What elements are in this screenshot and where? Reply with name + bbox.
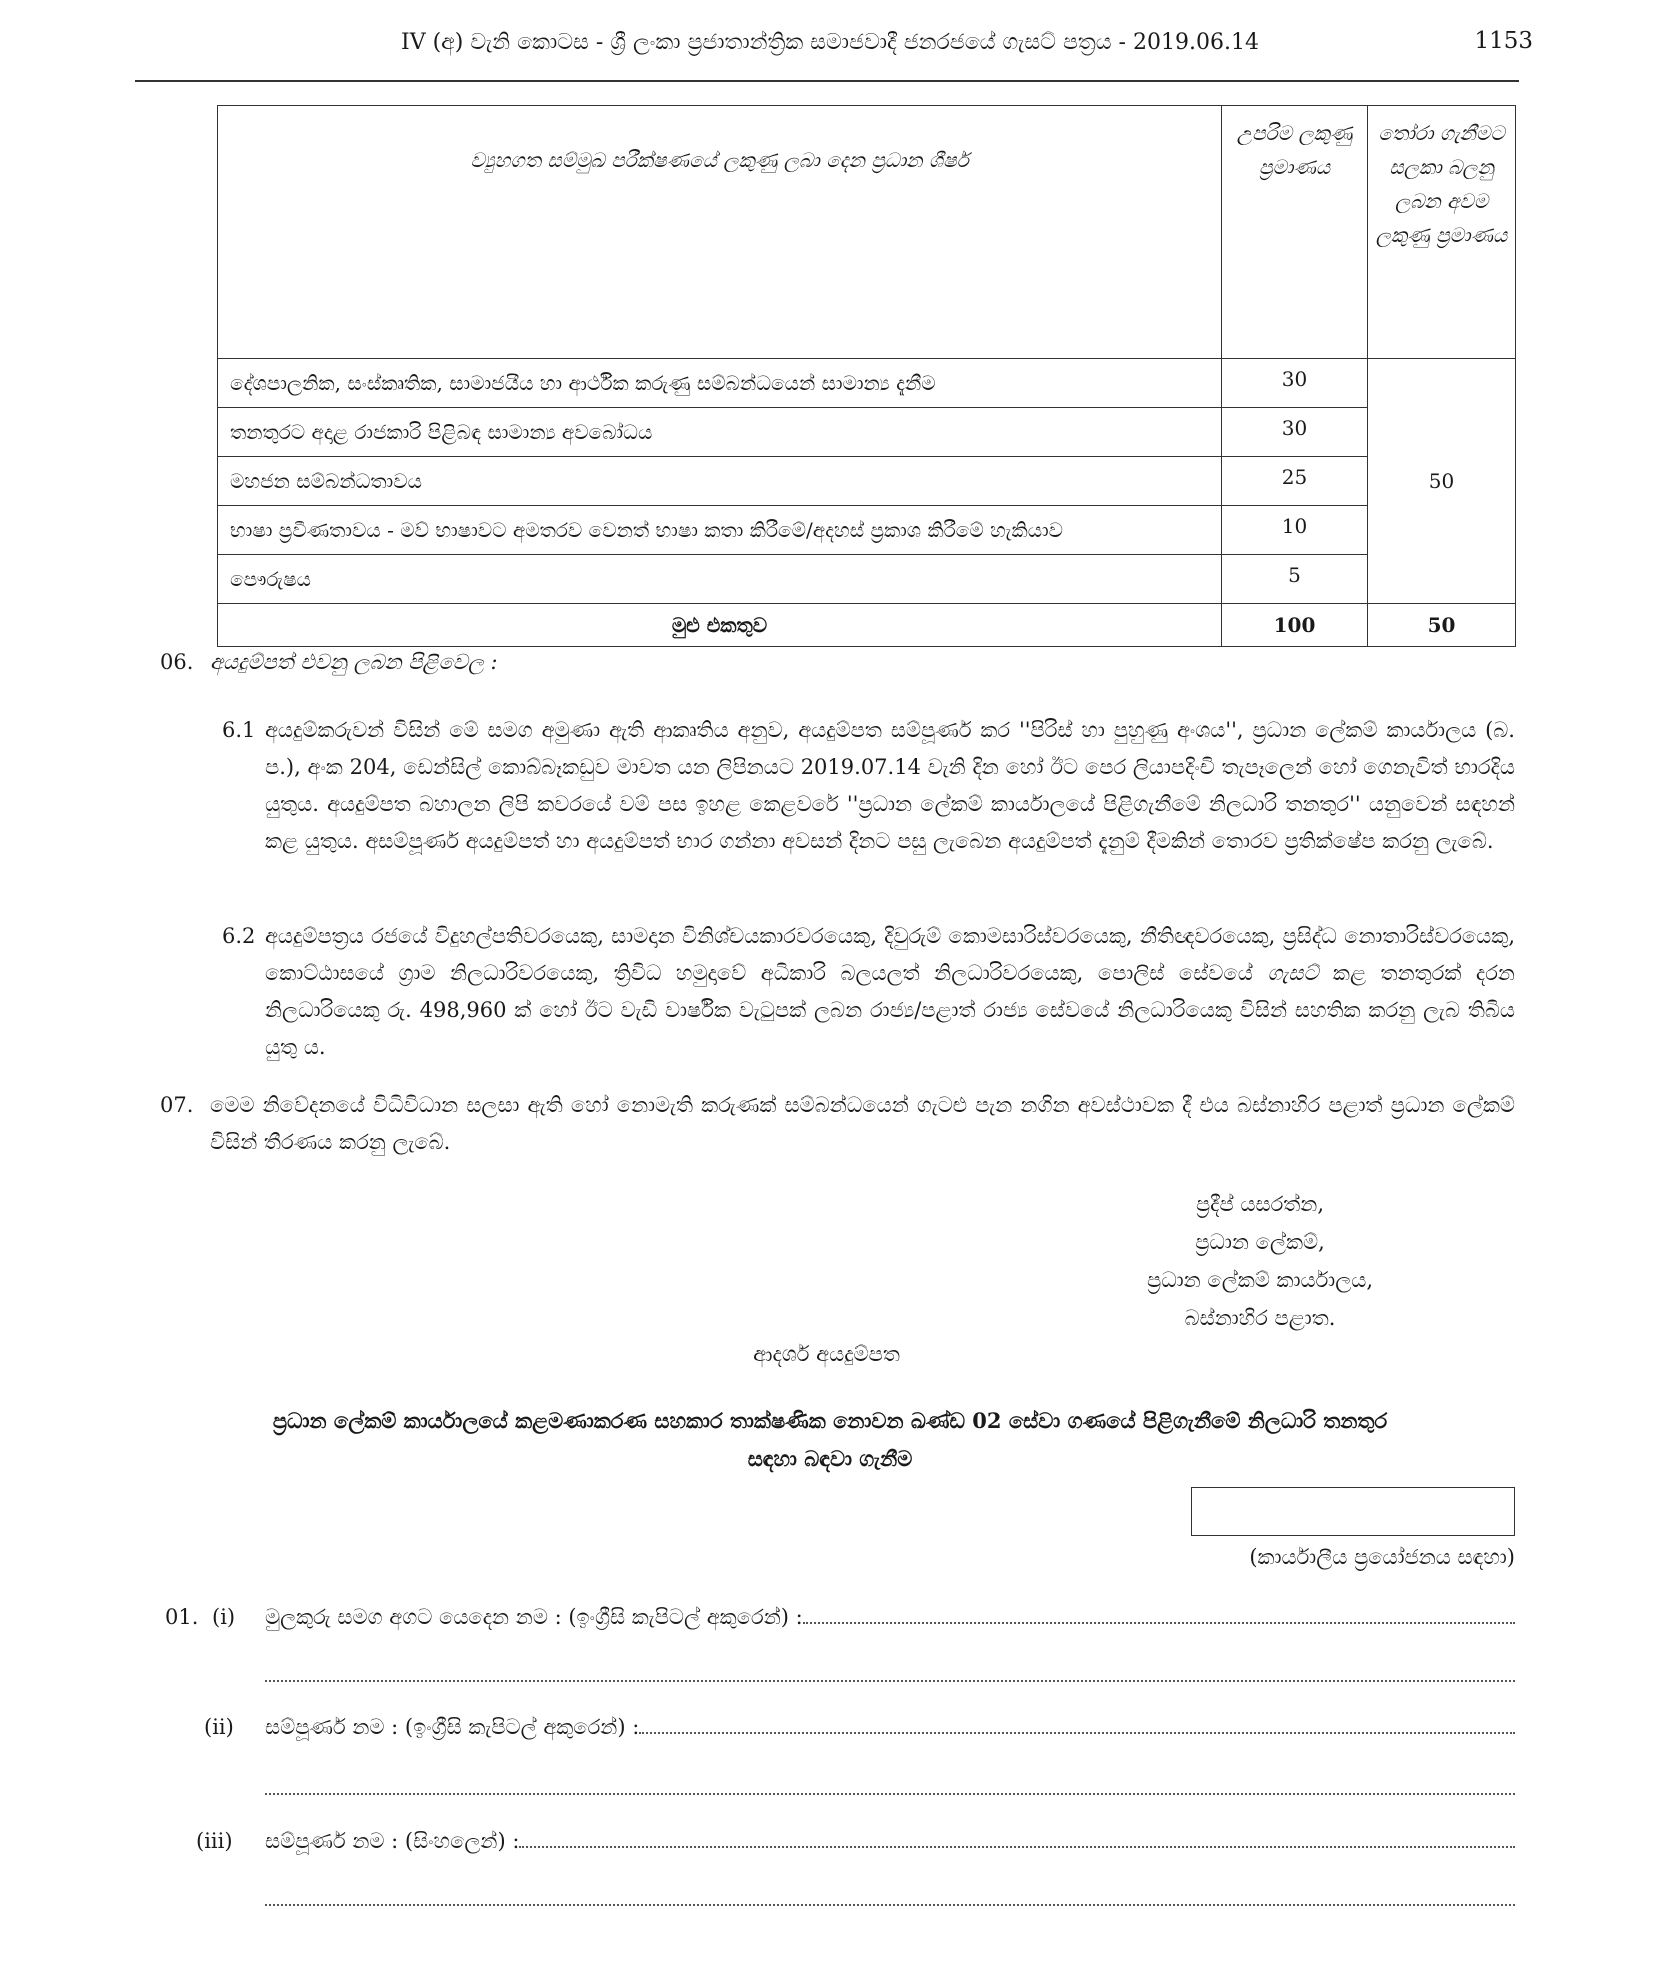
- gazette-header-title: IV (අ) වැනි කොටස - ශ්‍රී ලංකා ප්‍රජාතාන්ත්‍රික සමාජවාදී ජනරජයේ ගැසට් පත්‍රය - 2019.06.14: [401, 30, 1259, 55]
- para-6-2-text-a: අයදුම්පත්‍රය රජයේ විදුහල්පතිවරයෙකු, සාමදාන විනිශ්චයකාරවරයෙකු, දිවුරුම් කොමසාරිස්වරයෙකු, නීතිඥවරයෙකු, ප්‍රසිද්ධ නොතාරිස්වරයෙකු, කොට්ඨාසයේ ග්‍රාම නිලධාරිවරයෙකු, ත්‍රිවිධ හමුදාවේ අධිකාරි බලයලත් නිලධාරිවරයෙකු, පොලිස් සේවයේ: [265, 924, 1515, 985]
- section-07-number: 07.: [160, 1093, 194, 1117]
- form-heading: ආදර්ශ අයදුම්පත: [753, 1342, 900, 1366]
- field-ii-input-line[interactable]: [639, 1732, 1515, 1734]
- row-max: 5: [1222, 555, 1368, 604]
- table-row: [218, 408, 1516, 457]
- field-i: [265, 1605, 1515, 1630]
- para-6-2-text: [265, 918, 1515, 1066]
- field-iii-input-line-2[interactable]: [265, 1904, 1515, 1906]
- interview-marks-table: [217, 105, 1516, 647]
- row-subject: මහජන සම්බන්ධතාවය: [218, 457, 1222, 506]
- signatory-title: ප්‍රධාන ලේකම්,: [1195, 1230, 1325, 1254]
- signature-block: [1100, 1185, 1420, 1337]
- form-title-line1: ප්‍රධාන ලේකම් කාර්යාලයේ කළමණාකරණ සහකාර තාක්ෂණික නොවන ඛණ්ඩ 02 සේවා ගණයේ පිළිගැනීමේ නිලධාරි තනතුර: [272, 1408, 1388, 1433]
- field-iii: [265, 1829, 1515, 1854]
- signatory-office: ප්‍රධාන ලේකම් කාර්යාලය,: [1146, 1268, 1373, 1292]
- question-01-number: 01.: [165, 1605, 199, 1629]
- para-6-2-text-italic: ගැසට්: [1267, 961, 1319, 985]
- para-6-2-number: 6.2: [222, 924, 256, 948]
- office-use-label: (කාර්යාලීය ප්‍රයෝජනය සඳහා): [1249, 1545, 1515, 1569]
- total-max: 100: [1222, 604, 1368, 647]
- para-6-1-number: 6.1: [222, 718, 256, 742]
- field-i-input-line[interactable]: [803, 1622, 1515, 1624]
- para-6-1-text: අයදුම්කරුවන් විසින් මේ සමග අමුණා ඇති ආකෘතිය අනුව, අයදුම්පත සම්පූර්ණ කර ''පිරිස් හා පුහුණු අංශය'', ප්‍රධාන ලේකම් කාර්යාලය (බ. ප.), අංක 204, ඩෙන්සිල් කොබ්බෑකඩුව මාවත යන ලිපිනයට 2019.07.14 වැනි දින හෝ ඊට පෙර ලියාපදිංචි තැපෑලෙන් හෝ ගෙනැවිත් භාරදිය යුතුය. අයදුම්පත බහාලන ලිපි කවරයේ වම් පස ඉහළ කෙළවරේ ''ප්‍රධාන ලේකම් කාර්යාලයේ පිළිගැනීමේ නිලධාරි තනතුර'' යනුවෙන් සඳහන් කළ යුතුය. අසම්පූර්ණ අයදුම්පත් හා අයදුම්පත් භාර ගන්නා අවසන් දිනට පසු ලැබෙන අයදුම්පත් දැනුම් දීමකින් තොරව ප්‍රතික්ෂේප කරනු ලැබේ.: [265, 718, 1515, 853]
- header-min-marks: තෝරා ගැනීමට සලකා බලනු ලබන අවම ලකුණු ප්‍රමාණය: [1368, 106, 1516, 359]
- field-i-label: මුලකුරු සමග අගට යෙදෙන නම : (ඉංග්‍රීසි කැපිටල් අකුරෙන්) :: [265, 1605, 803, 1629]
- signatory-name: ප්‍රදීප් යසරත්න,: [1195, 1192, 1325, 1216]
- merged-min-marks: 50: [1368, 359, 1516, 604]
- total-label: මුළු එකතුව: [218, 604, 1222, 647]
- header-max-marks: උපරිම ලකුණු ප්‍රමාණය: [1222, 106, 1368, 359]
- table-row: [218, 555, 1516, 604]
- section-06-number: 06.: [160, 650, 194, 674]
- form-title-line2: සඳහා බඳවා ගැනීම: [747, 1446, 913, 1471]
- total-min: 50: [1368, 604, 1516, 647]
- field-iii-label: සම්පූර්ණ නම : (සිංහලෙන්) :: [265, 1829, 520, 1853]
- row-subject: භාෂා ප්‍රවීණතාවය - මව් භාෂාවට අමතරව වෙනත් භාෂා කතා කිරීමේ/අදහස් ප්‍රකාශ කිරීමේ හැකියාව: [218, 506, 1222, 555]
- table-row: [218, 457, 1516, 506]
- table-total-row: [218, 604, 1516, 647]
- header-subject: ව්‍යුහගත සම්මුඛ පරීක්ෂණයේ ලකුණු ලබා දෙන ප්‍රධාන ශීර්ෂ: [218, 106, 1222, 359]
- field-ii-input-line-2[interactable]: [265, 1793, 1515, 1795]
- section-06-title: අයදුම්පත් එවනු ලබන පිළිවෙල :: [210, 650, 498, 674]
- row-max: 30: [1222, 359, 1368, 408]
- section-07-text: මෙම නිවේදනයේ විධිවිධාන සලසා ඇති හෝ නොමැති කරුණක් සම්බන්ධයෙන් ගැටළු පැන නගින අවස්ථාවක දී එය බස්නාහිර පළාත් ප්‍රධාන ලේකම් විසින් තීරණය කරනු ලැබේ.: [210, 1093, 1515, 1154]
- row-max: 30: [1222, 408, 1368, 457]
- field-ii: [265, 1715, 1515, 1740]
- row-subject: දේශපාලනික, සංස්කෘතික, සාමාජයීය හා ආර්ථික කරුණු සම්බන්ධයෙන් සාමාන්‍ය දැනීම: [218, 359, 1222, 408]
- field-ii-label: සම්පූර්ණ නම : (ඉංග්‍රීසි කැපිටල් අකුරෙන්) :: [265, 1715, 640, 1739]
- field-i-number: (i): [212, 1605, 236, 1629]
- field-i-input-line-2[interactable]: [265, 1680, 1515, 1682]
- field-iii-number: (iii): [196, 1829, 233, 1853]
- table-header-row: [218, 106, 1516, 359]
- row-subject: තනතුරට අදාළ රාජකාරි පිළිබඳ සාමාන්‍ය අවබෝධය: [218, 408, 1222, 457]
- field-iii-input-line[interactable]: [519, 1846, 1515, 1848]
- row-max: 10: [1222, 506, 1368, 555]
- table-row: [218, 506, 1516, 555]
- row-max: 25: [1222, 457, 1368, 506]
- row-subject: පෞරුෂය: [218, 555, 1222, 604]
- signatory-province: බස්නාහිර පළාත.: [1184, 1306, 1336, 1330]
- para-6-2-text-b: කළ තනතුරක් දරන නිලධාරියෙකු රු. 498,960 ක් හෝ ඊට වැඩි වාර්ෂික වැටුපක් ලබන රාජ්‍ය/පළාත් රාජ්‍ය සේවයේ නිලධාරියෙකු විසින් සහතික කරනු ලැබ තිබිය යුතු ය.: [265, 961, 1515, 1059]
- field-ii-number: (ii): [204, 1715, 234, 1739]
- page-number: 1153: [1474, 28, 1533, 54]
- table-row: [218, 359, 1516, 408]
- office-use-box: [1191, 1487, 1515, 1536]
- header-rule: [135, 80, 1519, 82]
